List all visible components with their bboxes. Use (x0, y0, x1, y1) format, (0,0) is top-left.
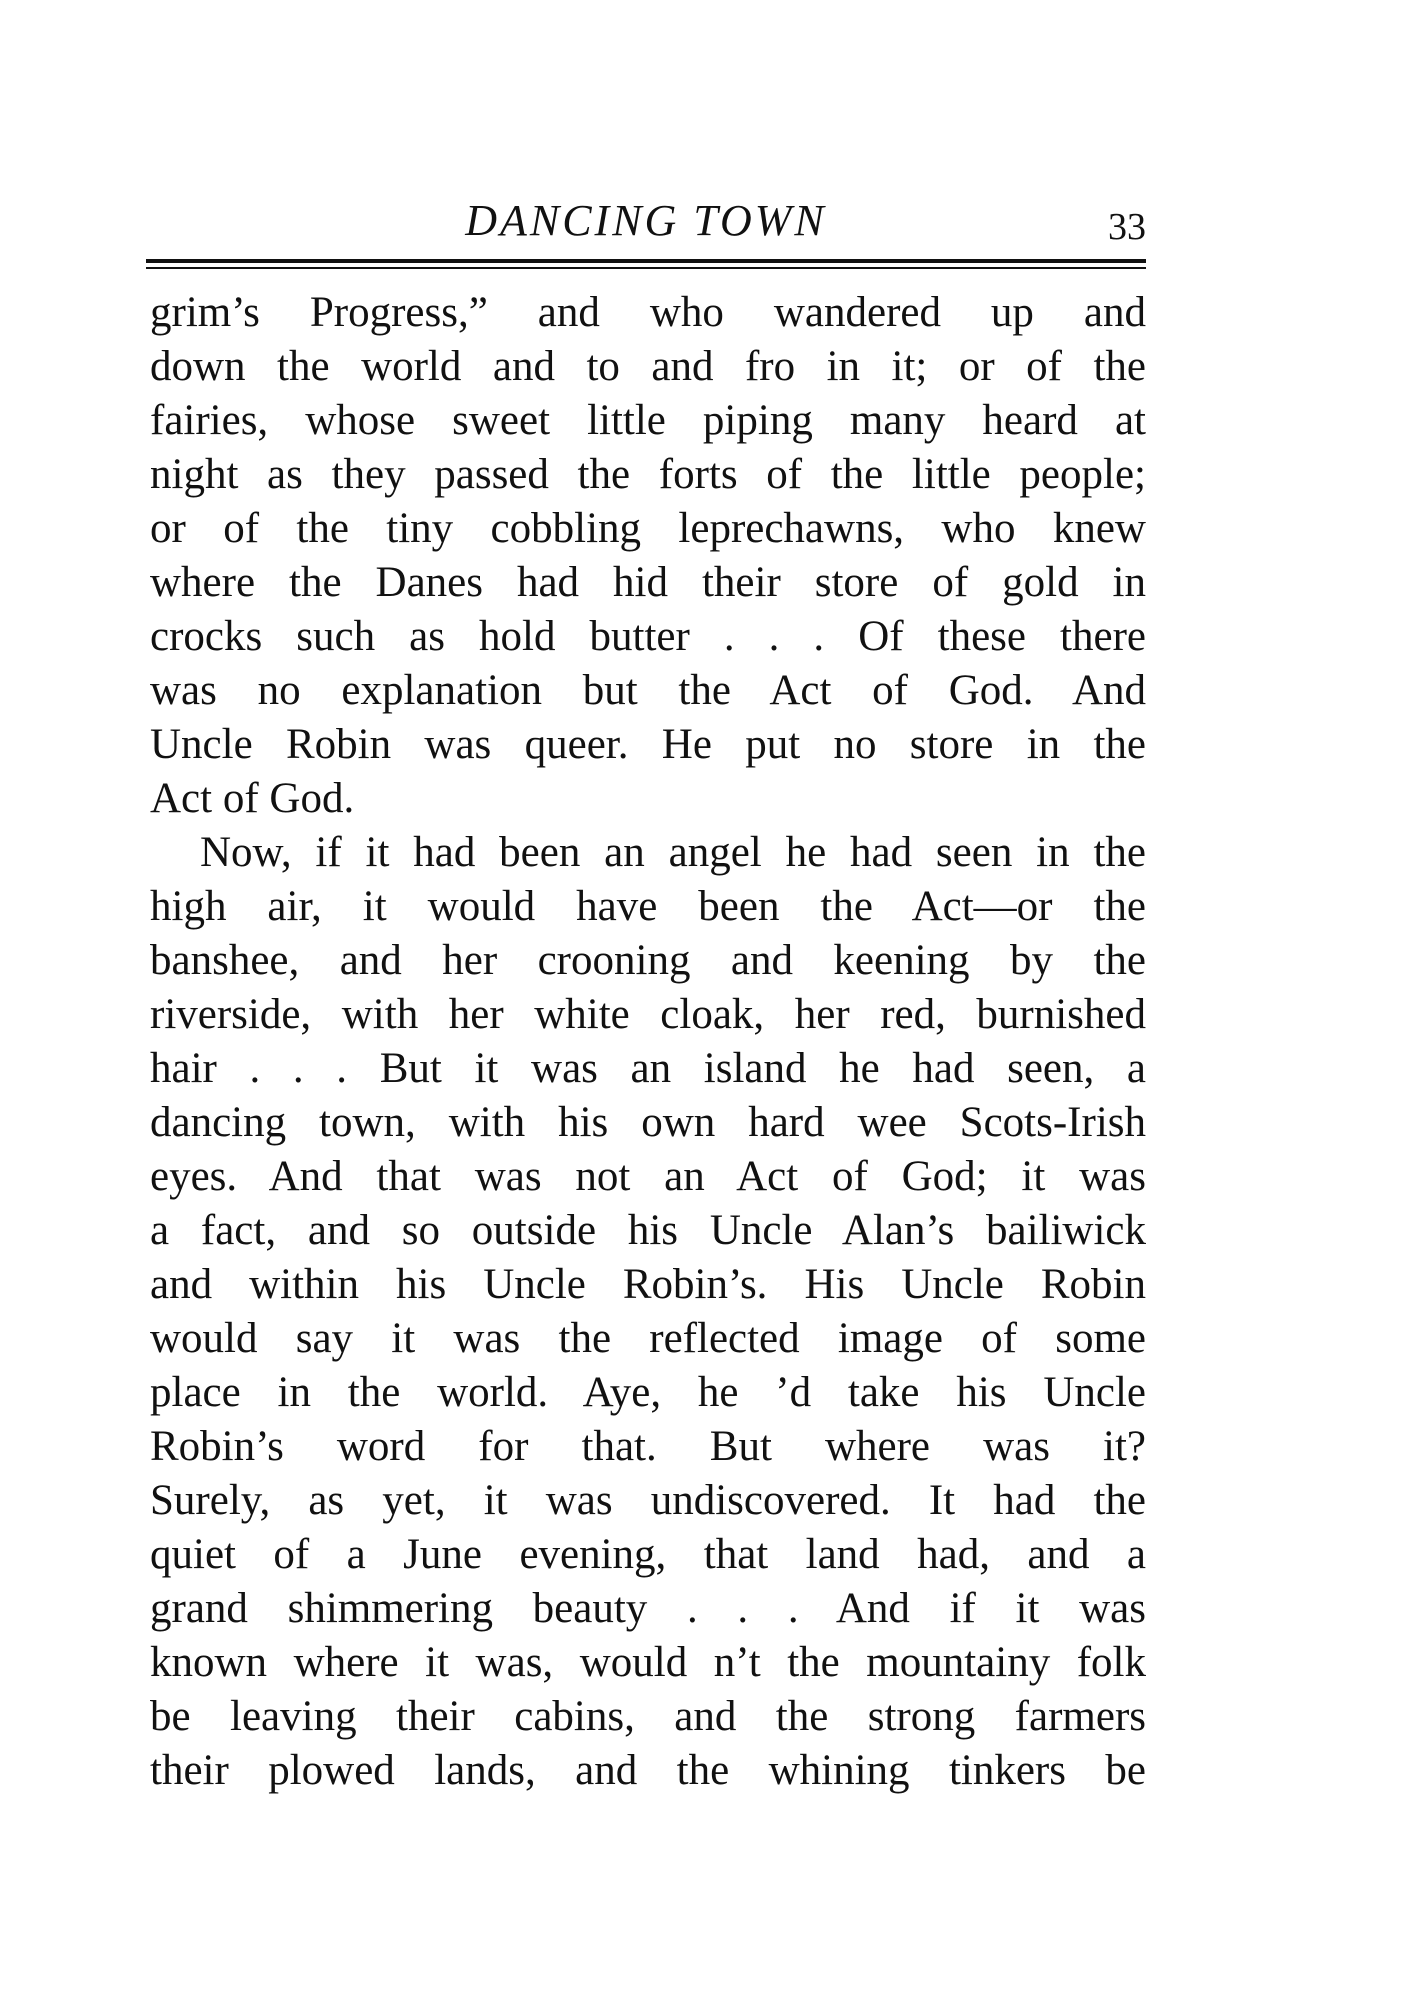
header-rule-thin (146, 267, 1146, 269)
text-line: and within his Uncle Robin’s. His Uncle Robin (150, 1261, 1146, 1308)
text-line: be leaving their cabins, and the strong farmers (150, 1693, 1146, 1740)
text-line: quiet of a June evening, that land had, and a (150, 1531, 1146, 1578)
text-line: dancing town, with his own hard wee Scots-Irish (150, 1099, 1146, 1146)
text-line: Robin’s word for that. But where was it? (150, 1423, 1146, 1470)
text-line: eyes. And that was not an Act of God; it was (150, 1153, 1146, 1200)
text-line: hair . . . But it was an island he had seen, a (150, 1045, 1146, 1092)
body-text (150, 286, 1146, 1798)
text-line: their plowed lands, and the whining tinkers be (150, 1747, 1146, 1794)
text-line: fairies, whose sweet little piping many heard at (150, 397, 1146, 444)
paragraph-start-line: Now, if it had been an angel he had seen in the (200, 829, 1146, 876)
text-line: where the Danes had hid their store of gold in (150, 559, 1146, 606)
text-line: grim’s Progress,” and who wandered up and (150, 289, 1146, 336)
text-line: crocks such as hold butter . . . Of these there (150, 613, 1146, 660)
text-line: grand shimmering beauty . . . And if it was (150, 1585, 1146, 1632)
text-line: was no explanation but the Act of God. And (150, 667, 1146, 714)
text-line: down the world and to and fro in it; or of the (150, 343, 1146, 390)
text-line: or of the tiny cobbling leprechawns, who knew (150, 505, 1146, 552)
text-line: night as they passed the forts of the little people; (150, 451, 1146, 498)
text-line: place in the world. Aye, he ’d take his Uncle (150, 1369, 1146, 1416)
running-title: DANCING TOWN (465, 196, 827, 245)
header-rule-thick (146, 259, 1146, 263)
text-line: Surely, as yet, it was undiscovered. It had the (150, 1477, 1146, 1524)
text-line: a fact, and so outside his Uncle Alan’s bailiwick (150, 1207, 1146, 1254)
page-number: 33 (1108, 206, 1146, 248)
running-head (146, 196, 1146, 256)
text-line: high air, it would have been the Act—or the (150, 883, 1146, 930)
text-line: riverside, with her white cloak, her red, burnished (150, 991, 1146, 1038)
text-line: would say it was the reflected image of some (150, 1315, 1146, 1362)
text-line: Uncle Robin was queer. He put no store in the (150, 721, 1146, 768)
text-line: banshee, and her crooning and keening by the (150, 937, 1146, 984)
text-line: known where it was, would n’t the mountainy folk (150, 1639, 1146, 1686)
paragraph-end-line: Act of God. (150, 775, 355, 822)
